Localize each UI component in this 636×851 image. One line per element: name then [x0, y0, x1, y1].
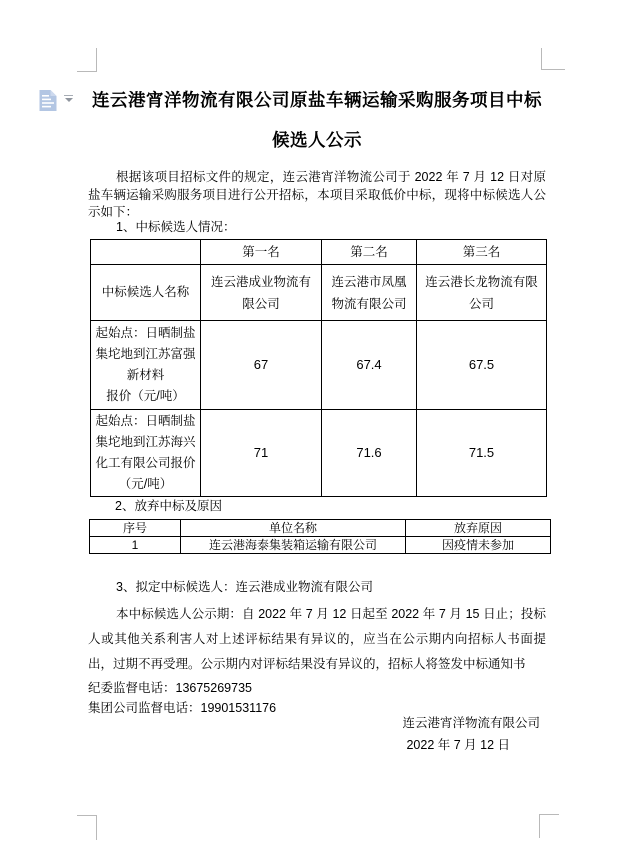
- crop-mark-bottom-right: [539, 814, 559, 838]
- paste-options-dropdown-button[interactable]: [64, 95, 73, 102]
- document-title: [88, 80, 546, 160]
- section-3-heading: 3、拟定中标候选人：连云港成业物流有限公司: [116, 580, 373, 594]
- signoff-date: 2022 年 7 月 12 日: [406, 738, 510, 752]
- table-cell: 连云港成业物流有限公司: [201, 265, 322, 321]
- list-item-1: 1、中标候选人情况：: [116, 220, 236, 234]
- table-cell-empty: [91, 240, 201, 265]
- table-header-row: [90, 520, 551, 537]
- table-cell-unit-name: 连云港海泰集装箱运输有限公司: [181, 537, 406, 554]
- table-row-price-haixing: [91, 410, 547, 497]
- table-cell: 连云港市凤凰物流有限公司: [322, 265, 417, 321]
- table-cell: 连云港长龙物流有限公司: [417, 265, 547, 321]
- abandonment-table: [89, 519, 551, 554]
- table-row-candidate-names: [91, 265, 547, 321]
- row-label-route: 起始点：日晒制盐集坨地到江苏富强新材料: [95, 326, 196, 382]
- bid-candidates-table: [90, 239, 547, 497]
- row-label-unit: 报价（元/吨）: [106, 389, 185, 403]
- table-row: [90, 537, 551, 554]
- table-header-seq: 序号: [90, 520, 181, 537]
- row-label: 起始点：日晒制盐集坨地到江苏海兴化工有限公司报价（元/吨）: [91, 410, 201, 497]
- table-cell-reason: 因疫情未参加: [406, 537, 551, 554]
- table-header-reason: 放弃原因: [406, 520, 551, 537]
- crop-mark-top-right: [541, 48, 565, 70]
- table-row-price-fuqiang: [91, 321, 547, 410]
- notice-paragraph: [88, 602, 546, 677]
- table-cell-price: 67.4: [322, 321, 417, 410]
- table-cell-price: 71.6: [322, 410, 417, 497]
- table-cell-seq: 1: [90, 537, 181, 554]
- crop-mark-top-left: [77, 48, 97, 72]
- table-header-third-place: 第三名: [417, 240, 547, 265]
- title-line-1: 连云港宵洋物流有限公司原盐车辆运输采购服务项目中标: [92, 90, 542, 110]
- section-2-heading: 2、放弃中标及原因: [115, 499, 222, 513]
- row-label: 中标候选人名称: [91, 265, 201, 321]
- signoff-block: [88, 712, 546, 756]
- paste-options-widget[interactable]: [38, 89, 73, 112]
- table-header-unit-name: 单位名称: [181, 520, 406, 537]
- paste-options-document-icon[interactable]: [38, 89, 58, 112]
- table-cell-price: 71: [201, 410, 322, 497]
- table-cell-price: 67.5: [417, 321, 547, 410]
- dropdown-bar: [64, 95, 73, 96]
- group-phone-line: 集团公司监督电话：19901531176: [88, 701, 277, 715]
- discipline-phone-line: 纪委监督电话：13675269735: [88, 681, 252, 695]
- table-header-first-place: 第一名: [201, 240, 322, 265]
- intro-paragraph: [88, 169, 546, 222]
- row-label: [91, 321, 201, 410]
- notice-text: 本中标候选人公示期：自 2022 年 7 月 12 日起至 2022 年 7 月 15 日止；投标人或其他关系利害人对上述评标结果有异议的，应当在公示期内向招标人书面提出，过期不再受理。公示期内对评标结果没有异议的，招标人将签发中标通知书: [88, 607, 546, 671]
- table-cell-price: 71.5: [417, 410, 547, 497]
- chevron-down-icon: [65, 98, 73, 102]
- crop-mark-bottom-left: [77, 815, 97, 840]
- intro-text: 根据该项目招标文件的规定，连云港宵洋物流公司于 2022 年 7 月 12 日对原盐车辆运输采购服务项目进行公开招标，本项目采取低价中标，现将中标候选人公示如下：: [88, 170, 546, 219]
- table-header-second-place: 第二名: [322, 240, 417, 265]
- table-cell-price: 67: [201, 321, 322, 410]
- title-line-2: 候选人公示: [272, 130, 362, 150]
- table-header-row: [91, 240, 547, 265]
- signoff-company: 连云港宵洋物流有限公司: [402, 716, 540, 730]
